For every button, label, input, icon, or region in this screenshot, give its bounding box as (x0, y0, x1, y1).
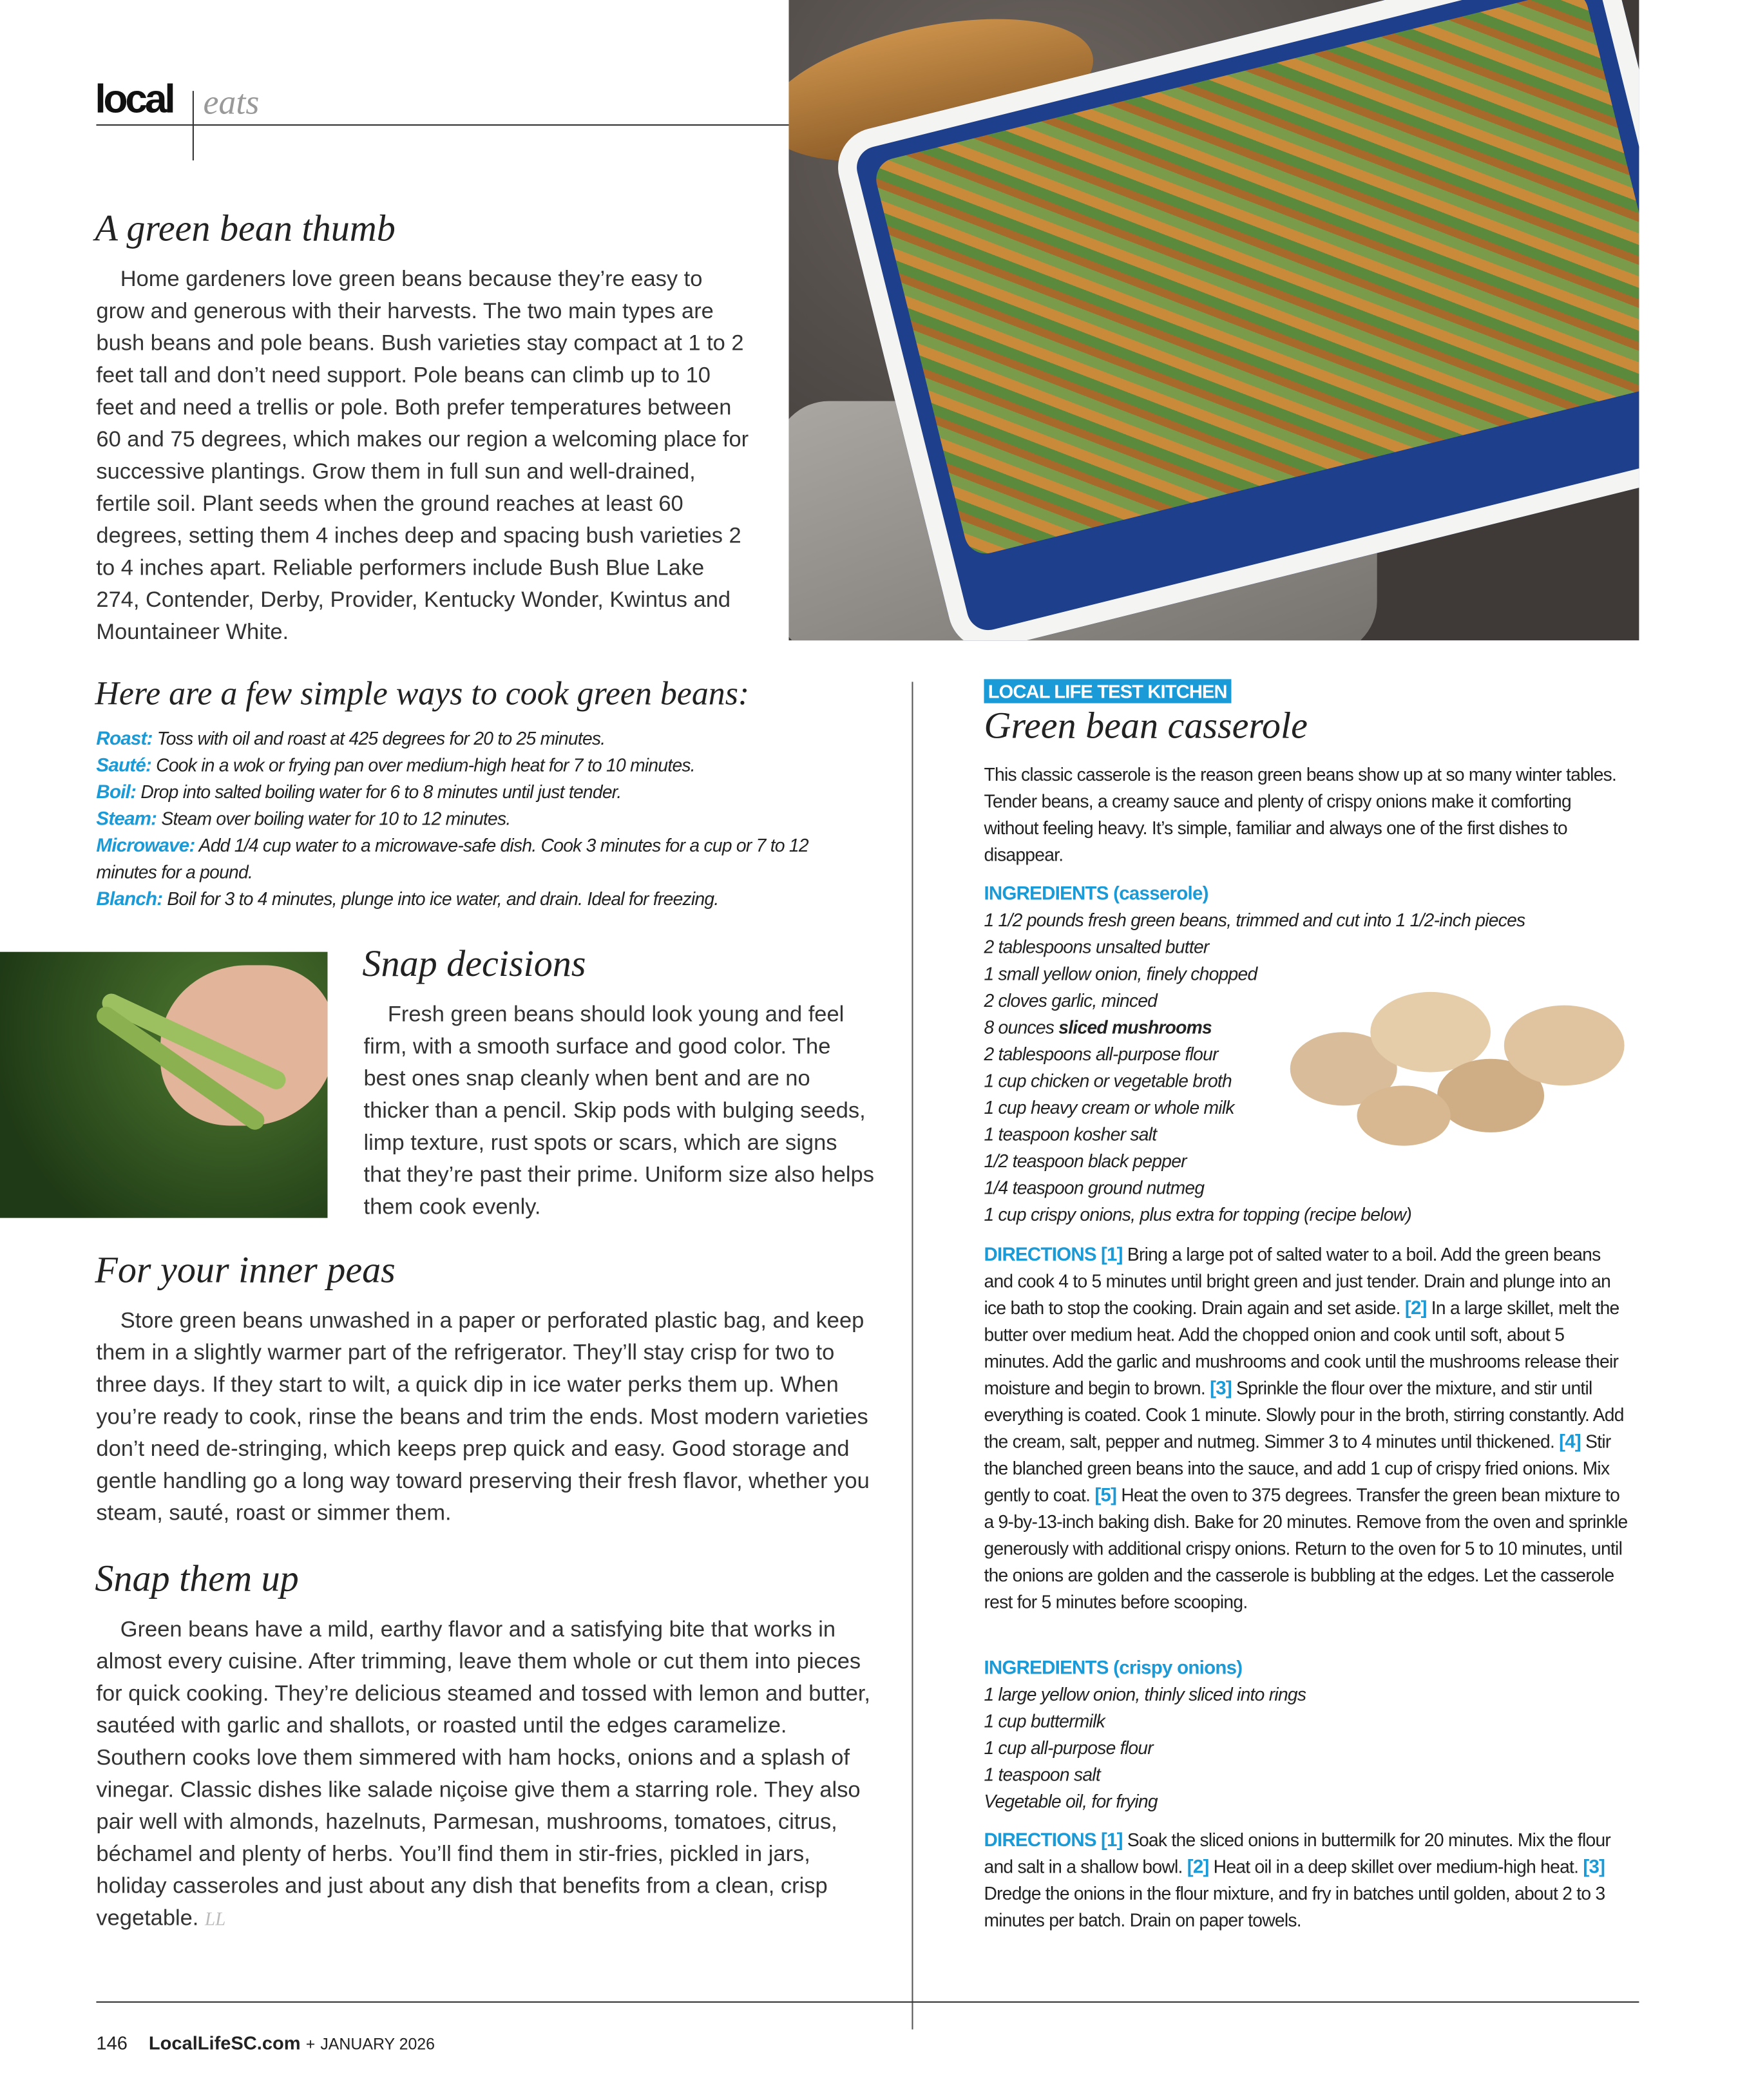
article-body (96, 1614, 874, 1937)
crispy-onions-list (984, 1682, 1625, 1816)
article-body (96, 1305, 872, 1530)
ingredient-item: 2 cloves garlic, minced (984, 990, 1158, 1011)
ingredient-item: 1 large yellow onion, thinly sliced into rings (984, 1684, 1306, 1705)
green-bean-casserole-photo (788, 0, 1639, 640)
paragraph: Fresh green beans should look young and feel firm, with a smooth surface and good color. The best ones snap cleanly when bent and are no thicker than a pencil. Skip pods with bulging seeds, limp texture, rust spots or scars, which are signs that they’re past their prime. Uniform size also helps them cook evenly. (363, 1001, 874, 1219)
article-title: A green bean thumb (95, 208, 396, 251)
section-name: eats (203, 82, 260, 122)
ingredient-item: 1 small yellow onion, finely chopped (984, 964, 1257, 984)
cook-method-text: Drop into salted boiling water for 6 to 8 minutes until just tender. (136, 782, 622, 803)
cook-method-text: Boil for 3 to 4 minutes, plunge into ice water, and drain. Ideal for freezing. (162, 889, 719, 910)
cook-method-text: Cook in a wok or frying pan over medium-high heat for 7 to 10 minutes. (151, 755, 695, 776)
ingredient-item: 1 cup buttermilk (984, 1711, 1105, 1732)
ingredients-heading: INGREDIENTS (casserole) (984, 883, 1208, 906)
cook-method-item (96, 752, 818, 779)
directions-label: DIRECTIONS (984, 1245, 1096, 1266)
step-number: [1] (1100, 1830, 1123, 1852)
step-number: [2] (1404, 1298, 1427, 1320)
step-text: In a large skillet, melt the butter over medium heat. Add the chopped onion and cook until soft, about 5 minutes. Add the garlic and mushrooms and cook until the mushrooms release their moisture and begin to brown. (984, 1298, 1619, 1398)
header-rule (96, 124, 788, 126)
ingredient-item: 2 tablespoons unsalted butter (984, 937, 1209, 957)
step-number: [2] (1187, 1857, 1209, 1878)
step-number: [1] (1100, 1245, 1123, 1266)
crispy-onions-heading: INGREDIENTS (crispy onions) (984, 1657, 1243, 1679)
article-body (364, 998, 875, 1223)
cook-method-label: Microwave: (96, 835, 195, 857)
cook-method-item (96, 806, 818, 833)
ingredient-item: 1 cup all-purpose flour (984, 1737, 1153, 1759)
article-title: Snap them up (95, 1558, 299, 1601)
ingredient-item: 1 teaspoon kosher salt (984, 1124, 1157, 1145)
header-vertical-rule (193, 91, 194, 160)
step-text: Sprinkle the flour over the mixture, and stir until everything is coated. Cook 1 minute. Slowly pour in the broth, stirring constantly. Add the cream, salt, pepper and nutmeg. Simmer 3 to 4 minutes until thickened. (984, 1378, 1624, 1452)
ingredient-item: 1/4 teaspoon ground nutmeg (984, 1178, 1205, 1198)
cook-ways-list (96, 726, 818, 913)
paragraph-text: Green beans have a mild, earthy flavor and a satisfying bite that works in almost every cuisine. After trimming, leave them whole or cut them into pieces for quick cooking. They’re delicious steamed and tossed with lemon and butter, sautéed with garlic and shallots, or roasted until the edges caramelize. Southern cooks love them simmered with ham hocks, onions and a splash of vinegar. Classic dishes like salade niçoise give them a starring role. They also pair well with almonds, hazelnuts, Parmesan, mushrooms, tomatoes, citrus, béchamel and plenty of herbs. You’ll find them in stir-fries, pickled in jars, holiday casseroles and just about any dish that benefits from a clean, crisp vegetable. (96, 1616, 871, 1931)
step-text: Dredge the onions in the flour mixture, and fry in batches until golden, about 2 to 3 minutes per batch. Drain on paper towels. (984, 1884, 1605, 1931)
ingredient-item: 1 cup crispy onions, plus extra for topping (recipe below) (984, 1204, 1412, 1225)
article-body (96, 263, 749, 649)
ingredient-item: 1 cup heavy cream or whole milk (984, 1097, 1234, 1118)
cook-method-item (96, 779, 818, 807)
recipe-intro: This classic casserole is the reason green beans show up at so many winter tables. Tender beans, a creamy sauce and plenty of crispy onions make it comforting without feeling heavy. It’s simple, familiar and always one of the first dishes to disappear. (984, 765, 1617, 865)
footer (96, 2032, 435, 2054)
column-divider (912, 682, 913, 2029)
step-text: Bring a large pot of salted water to a boil. Add the green beans and cook 4 to 5 minutes until bright green and just tender. Drain and plunge into an ice bath to stop the cooking. Drain again and set aside. (984, 1245, 1611, 1319)
cook-method-label: Sauté: (96, 755, 152, 777)
cook-method-text: Steam over boiling water for 10 to 12 minutes. (157, 808, 511, 829)
ingredient-item: 1 teaspoon salt (984, 1764, 1100, 1785)
cook-method-label: Steam: (96, 808, 157, 830)
recipe-title: Green bean casserole (984, 705, 1308, 748)
ingredient-bold: sliced mushrooms (1058, 1017, 1212, 1038)
step-text: Heat oil in a deep skillet over medium-high heat. (1208, 1857, 1583, 1877)
site-link[interactable]: LocalLifeSC.com (148, 2032, 301, 2054)
green-beans-hand-photo (0, 952, 327, 1218)
ingredient-item: 2 tablespoons all-purpose flour (984, 1044, 1218, 1065)
cook-method-text: Toss with oil and roast at 425 degrees for 20 to 25 minutes. (152, 729, 606, 749)
paragraph: Home gardeners love green beans because they’re easy to grow and generous with their harvests. The two main types are bush beans and pole beans. Bush varieties stay compact at 1 to 2 feet tall and don’t need support. Pole beans can climb up to 10 feet and need a trellis or pole. Both prefer temperatures between 60 and 75 degrees, which makes our region a welcoming place for successive plantings. Grow them in full sun and well-drained, fertile soil. Plant seeds when the ground reaches at least 60 degrees, setting them 4 inches deep and spacing bush varieties 2 to 4 inches apart. Reliable performers include Bush Blue Lake 274, Contender, Derby, Provider, Kentucky Wonder, Kwintus and Mountaineer White. (96, 266, 749, 645)
cook-method-item (96, 833, 818, 886)
sliced-mushrooms-photo (1277, 965, 1638, 1165)
page-number: 146 (96, 2032, 128, 2054)
ingredient-text: 8 ounces (984, 1017, 1059, 1038)
step-number: [5] (1094, 1485, 1117, 1507)
step-text: Heat the oven to 375 degrees. Transfer the green bean mixture to a 9-by-13-inch baking dish. Bake for 20 minutes. Remove from the oven and sprinkle generously with additional crispy onions. Return to the oven for 5 to 10 minutes, until the onions are golden and the casserole is bubbling at the edges. Let the casserole rest for 5 minutes before scooping. (984, 1485, 1628, 1612)
section-brand: local (95, 77, 173, 122)
directions-label: DIRECTIONS (984, 1830, 1096, 1852)
directions (984, 1242, 1628, 1616)
article-title: Snap decisions (362, 944, 586, 986)
ingredient-item: 1/2 teaspoon black pepper (984, 1150, 1187, 1172)
test-kitchen-badge: LOCAL LIFE TEST KITCHEN (984, 679, 1230, 703)
step-text: Stir the blanched green beans into the sauce, and add 1 cup of crispy fried onions. Mix gently to coat. (984, 1431, 1611, 1505)
cook-method-label: Roast: (96, 729, 153, 750)
paragraph: Store green beans unwashed in a paper or perforated plastic bag, and keep them in a slightly warmer part of the refrigerator. They’ll stay crisp for two to three days. If they start to wilt, a quick dip in ice water perks them up. When you’re ready to cook, rinse the beans and trim the ends. Most modern varieties don’t need de-stringing, which keeps prep quick and easy. Good storage and gentle handling go a long way toward preserving their fresh flavor, whether you steam, sauté, roast or simmer them. (96, 1307, 870, 1526)
cook-method-label: Blanch: (96, 889, 163, 911)
cook-method-label: Boil: (96, 782, 137, 804)
step-number: [3] (1583, 1857, 1605, 1878)
ingredient-item: Vegetable oil, for frying (984, 1791, 1158, 1812)
issue-date: JANUARY 2026 (320, 2034, 435, 2054)
cook-method-item (96, 726, 818, 753)
cook-method-text: Add 1/4 cup water to a microwave-safe dish. Cook 3 minutes for a cup or 7 to 12 minutes for a pound. (96, 835, 808, 883)
cook-method-item (96, 886, 818, 913)
paragraph (96, 1614, 874, 1937)
end-mark: LL (204, 1910, 226, 1931)
crispy-onions-directions (984, 1828, 1628, 1934)
footer-separator: + (305, 2034, 316, 2054)
cook-ways-title: Here are a few simple ways to cook green beans: (95, 676, 750, 713)
step-number: [4] (1559, 1431, 1581, 1453)
ingredient-item: 1 cup chicken or vegetable broth (984, 1071, 1232, 1091)
footer-rule (96, 2001, 1639, 2003)
step-text: Soak the sliced onions in buttermilk for 20 minutes. Mix the flour and salt in a shallow bowl. (984, 1830, 1611, 1877)
step-number: [3] (1210, 1378, 1232, 1400)
ingredient-item: 1 1/2 pounds fresh green beans, trimmed and cut into 1 1/2-inch pieces (984, 910, 1525, 931)
article-title: For your inner peas (95, 1250, 396, 1292)
